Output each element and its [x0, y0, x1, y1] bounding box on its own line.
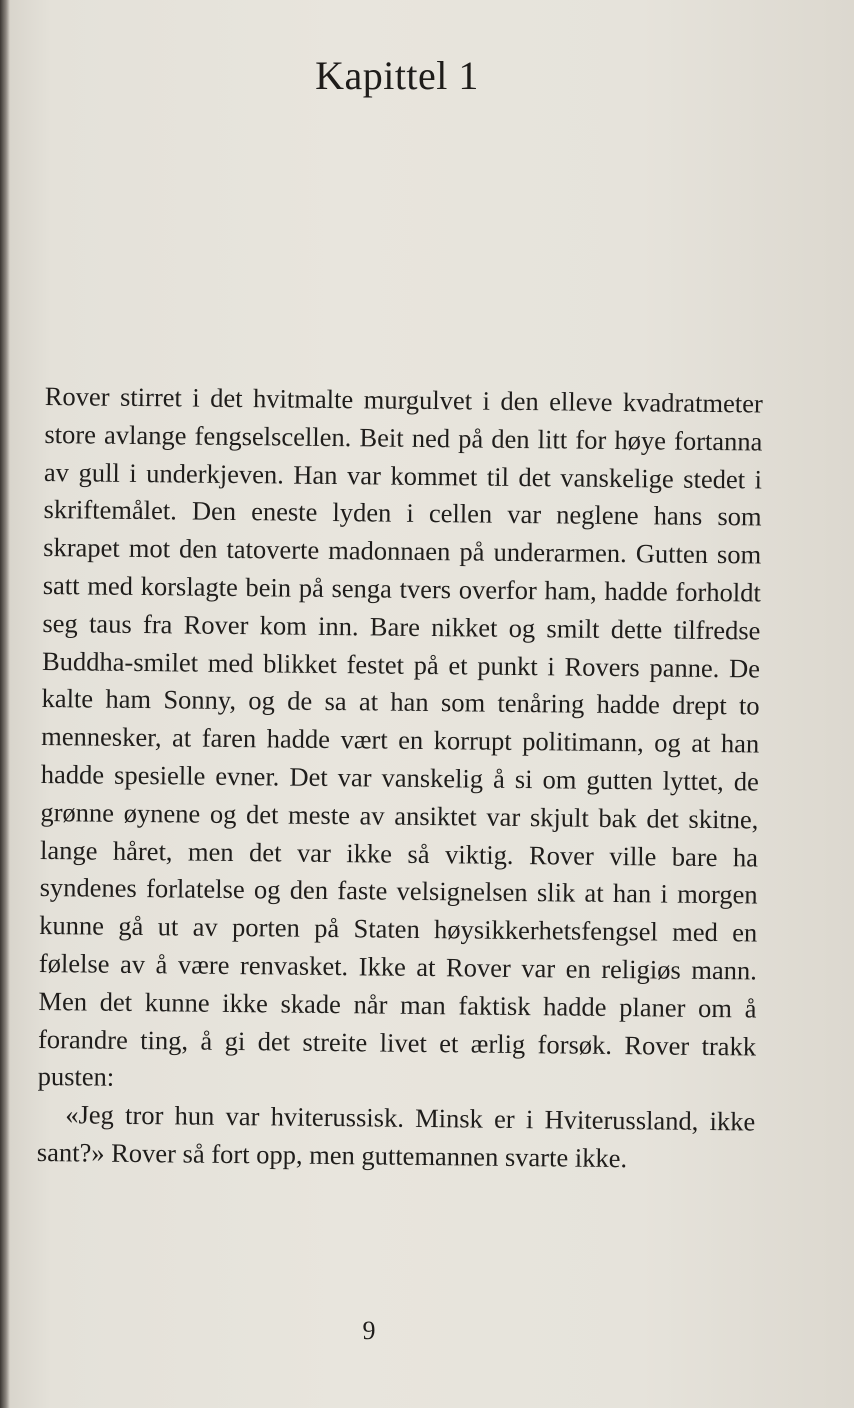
chapter-title: Kapittel 1: [315, 53, 479, 98]
page-spine-shadow: [0, 0, 10, 1408]
chapter-body: [37, 378, 763, 1179]
paragraph-1: Rover stirret i det hvitmalte murgulvet i den elleve kvadratmeter store avlange fengselscellen. Beit ned på den litt for høye fortanna av gull i underkjeven. Han var kommet til det vanskelige stedet i skriftemålet. Den eneste lyden i cellen var neglene hans som skrapet mot den tatoverte madonnaen på underarmen. Gutten som satt med korslagte bein på senga tvers overfor ham, hadde forholdt seg taus fra Rover kom inn. Bare nikket og smilt dette tilfredse Buddha-smilet med blikket festet på et punkt i Rovers panne. De kalte ham Sonny, og de sa at han som tenåring hadde drept to mennesker, at faren hadde vært en korrupt politimann, og at han hadde spesielle evner. Det var vanskelig å si om gutten lyttet, de grønne øynene og det meste av ansiktet var skjult bak det skitne, lange håret, men det var ikke så viktig. Rover ville bare ha syndenes forlatelse og den faste velsignelsen slik at han i morgen kunne gå ut av porten på Staten høysikkerhetsfengsel med en følelse av å være renvasket. Ikke at Rover var en religiøs mann. Men det kunne ikke skade når man faktisk hadde planer om å forandre ting, å gi det streite livet et ærlig forsøk. Rover trakk pusten:: [37, 380, 763, 1093]
paragraph-2: «Jeg tror hun var hviterussisk. Minsk er i Hviterussland, ikke sant?» Rover så fort opp, men guttemannen svarte ikke.: [36, 1099, 756, 1174]
page-number: 9: [362, 1316, 376, 1345]
